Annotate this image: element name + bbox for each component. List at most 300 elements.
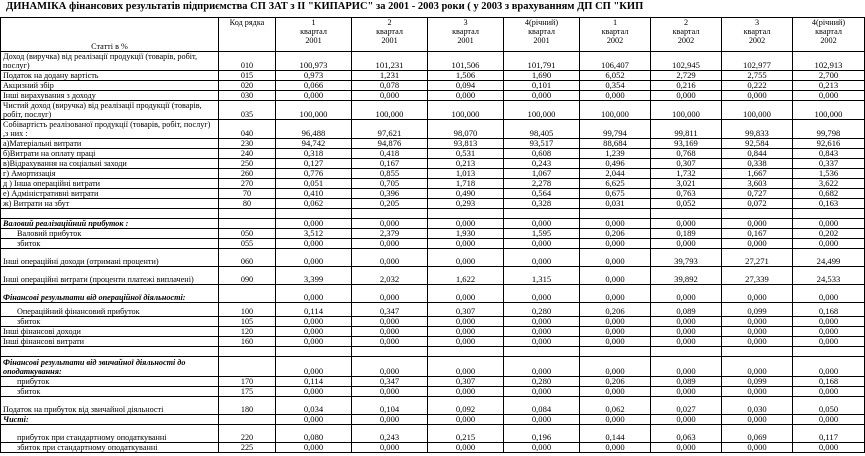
financial-results-table	[0, 17, 865, 453]
value-cell: 1,536	[793, 169, 865, 179]
row-label: Валовий прибуток	[1, 229, 219, 239]
row-code: 100	[219, 303, 276, 317]
value-cell: 0,114	[276, 377, 352, 387]
value-cell: 0,000	[793, 239, 865, 249]
value-cell: 0,000	[580, 317, 651, 327]
value-cell: 0,307	[428, 377, 504, 387]
value-cell: 0,000	[504, 249, 580, 267]
value-cell: 0,051	[276, 179, 352, 189]
table-row	[1, 357, 865, 377]
value-cell: 0,347	[352, 303, 428, 317]
row-label: прибуток	[1, 377, 219, 387]
value-cell: 0,000	[793, 285, 865, 303]
value-cell: 24,499	[793, 249, 865, 267]
value-cell: 0,496	[580, 159, 651, 169]
value-cell: 1,667	[722, 169, 793, 179]
value-cell: 94,876	[352, 139, 428, 149]
value-cell: 0,000	[651, 415, 722, 425]
value-cell: 0,101	[504, 81, 580, 91]
value-cell: 0,089	[651, 303, 722, 317]
row-label: б)Витрати на оплату праці	[1, 149, 219, 159]
value-cell: 102,945	[651, 52, 722, 71]
value-cell	[722, 347, 793, 357]
row-code: 030	[219, 91, 276, 101]
table-row	[1, 229, 865, 239]
value-cell: 0,000	[276, 91, 352, 101]
value-cell: 0,094	[428, 81, 504, 91]
value-cell: 0,000	[793, 91, 865, 101]
value-cell: 1,231	[352, 71, 428, 81]
value-cell	[276, 209, 352, 219]
value-cell: 0,189	[651, 229, 722, 239]
value-cell: 0,000	[276, 317, 352, 327]
row-label: Фінансові результати від звичайної діяльності до оподаткування:	[1, 357, 219, 377]
value-cell: 0,000	[793, 415, 865, 425]
value-cell: 0,168	[793, 303, 865, 317]
value-cell: 0,000	[428, 443, 504, 453]
value-cell	[580, 347, 651, 357]
value-cell: 0,127	[276, 159, 352, 169]
value-cell: 0,030	[722, 397, 793, 415]
value-cell: 0,000	[722, 387, 793, 397]
table-row	[1, 120, 865, 139]
value-cell: 0,000	[793, 357, 865, 377]
value-cell: 0,000	[352, 415, 428, 425]
value-cell: 0,000	[651, 317, 722, 327]
value-cell: 0,000	[352, 337, 428, 347]
value-cell: 0,000	[428, 387, 504, 397]
value-cell: 0,608	[504, 149, 580, 159]
value-cell: 0,000	[504, 443, 580, 453]
row-label: Акцизний збір	[1, 81, 219, 91]
value-cell: 1,690	[504, 71, 580, 81]
value-cell: 0,307	[651, 159, 722, 169]
row-code: 055	[219, 239, 276, 249]
table-row	[1, 387, 865, 397]
value-cell: 0,768	[651, 149, 722, 159]
value-cell: 99,798	[793, 120, 865, 139]
value-cell: 0,000	[793, 387, 865, 397]
value-cell: 0,763	[651, 189, 722, 199]
value-cell	[352, 209, 428, 219]
row-code: 090	[219, 267, 276, 285]
table-row	[1, 337, 865, 347]
value-cell: 0,069	[722, 425, 793, 443]
value-cell: 0,307	[428, 303, 504, 317]
value-cell: 0,337	[793, 159, 865, 169]
table-row	[1, 199, 865, 209]
table-row	[1, 52, 865, 71]
value-cell: 100,000	[276, 101, 352, 120]
row-code: 270	[219, 179, 276, 189]
value-cell: 3,021	[651, 179, 722, 189]
row-label: прибуток при стандартному оподаткуванні	[1, 425, 219, 443]
value-cell: 0,000	[276, 249, 352, 267]
value-cell: 0,000	[580, 91, 651, 101]
row-code: 035	[219, 101, 276, 120]
value-cell: 0,222	[722, 81, 793, 91]
table-row	[1, 169, 865, 179]
value-cell: 3,399	[276, 267, 352, 285]
value-cell: 0,000	[428, 415, 504, 425]
value-cell: 0,843	[793, 149, 865, 159]
value-cell: 98,070	[428, 120, 504, 139]
value-cell: 0,000	[276, 327, 352, 337]
value-cell: 0,347	[352, 377, 428, 387]
value-cell: 0,114	[276, 303, 352, 317]
row-label: Доход (виручка) від реалізації продукції (товарів, робіт, послуг)	[1, 52, 219, 71]
row-code: 175	[219, 387, 276, 397]
value-cell: 0,062	[276, 199, 352, 209]
row-code	[219, 415, 276, 425]
value-cell: 0,705	[352, 179, 428, 189]
value-cell: 0,000	[504, 239, 580, 249]
value-cell: 0,418	[352, 149, 428, 159]
row-code	[219, 209, 276, 219]
row-label: г) Амортизація	[1, 169, 219, 179]
row-code: 220	[219, 425, 276, 443]
value-cell: 1,930	[428, 229, 504, 239]
table-row	[1, 91, 865, 101]
value-cell: 93,813	[428, 139, 504, 149]
value-cell: 0,000	[352, 239, 428, 249]
value-cell: 100,000	[504, 101, 580, 120]
value-cell: 0,099	[722, 377, 793, 387]
table-row	[1, 443, 865, 453]
value-cell: 0,206	[580, 229, 651, 239]
row-label: збиток	[1, 239, 219, 249]
value-cell	[504, 347, 580, 357]
value-cell	[352, 347, 428, 357]
value-cell	[651, 347, 722, 357]
value-cell: 101,231	[352, 52, 428, 71]
value-cell: 102,977	[722, 52, 793, 71]
value-cell: 0,062	[580, 397, 651, 415]
value-cell: 100,973	[276, 52, 352, 71]
value-cell: 0,000	[580, 239, 651, 249]
value-cell: 0,338	[722, 159, 793, 169]
value-cell: 94,742	[276, 139, 352, 149]
row-code: 160	[219, 337, 276, 347]
value-cell: 0,280	[504, 377, 580, 387]
value-cell: 0,216	[651, 81, 722, 91]
row-label: Інші фінансові витрати	[1, 337, 219, 347]
value-cell: 0,000	[352, 443, 428, 453]
value-cell: 0,031	[580, 199, 651, 209]
value-cell: 100,000	[352, 101, 428, 120]
row-label: Чистий доход (виручка) від реалізації продукції (товарів, робіт, послуг)	[1, 101, 219, 120]
value-cell: 1,067	[504, 169, 580, 179]
value-cell: 0,000	[651, 387, 722, 397]
value-cell: 0,000	[504, 415, 580, 425]
value-cell: 0,243	[352, 425, 428, 443]
value-cell: 0,084	[504, 397, 580, 415]
value-cell: 0,000	[722, 337, 793, 347]
value-cell: 39,793	[651, 249, 722, 267]
value-cell: 0,000	[352, 317, 428, 327]
row-code: 060	[219, 249, 276, 267]
value-cell: 0,117	[793, 425, 865, 443]
value-cell: 0,000	[276, 239, 352, 249]
value-cell: 0,099	[722, 303, 793, 317]
value-cell: 0,206	[580, 303, 651, 317]
value-cell: 0,000	[580, 219, 651, 229]
value-cell: 0,000	[504, 337, 580, 347]
value-cell: 0,000	[722, 285, 793, 303]
value-cell: 0,000	[428, 327, 504, 337]
value-cell: 2,044	[580, 169, 651, 179]
value-cell: 0,000	[504, 357, 580, 377]
value-cell: 0,973	[276, 71, 352, 81]
row-label: Собівартість реалізованої продукції (товарів, робіт, послуг) ,з них :	[1, 120, 219, 139]
value-cell	[793, 209, 865, 219]
value-cell: 0,000	[722, 317, 793, 327]
value-cell: 1,595	[504, 229, 580, 239]
value-cell: 0,000	[428, 357, 504, 377]
value-cell: 0,844	[722, 149, 793, 159]
table-row	[1, 179, 865, 189]
table-row	[1, 149, 865, 159]
value-cell: 0,000	[580, 415, 651, 425]
value-cell: 92,584	[722, 139, 793, 149]
row-label: е) Адміністративні витрати	[1, 189, 219, 199]
value-cell: 102,913	[793, 52, 865, 71]
value-cell: 1,718	[428, 179, 504, 189]
value-cell: 0,675	[580, 189, 651, 199]
table-row	[1, 347, 865, 357]
table-row	[1, 267, 865, 285]
code-header: Код рядка	[219, 18, 276, 52]
value-cell: 1,239	[580, 149, 651, 159]
value-cell: 0,000	[580, 357, 651, 377]
value-cell: 0,396	[352, 189, 428, 199]
row-code: 020	[219, 81, 276, 91]
value-cell: 6,052	[580, 71, 651, 81]
value-cell: 2,379	[352, 229, 428, 239]
value-cell: 0,092	[428, 397, 504, 415]
row-code: 70	[219, 189, 276, 199]
row-label: д ) Інша операційні витрати	[1, 179, 219, 189]
value-cell: 0,000	[651, 239, 722, 249]
value-cell	[428, 209, 504, 219]
value-cell	[722, 209, 793, 219]
value-cell: 100,000	[793, 101, 865, 120]
row-code: 170	[219, 377, 276, 387]
value-cell: 0,000	[352, 219, 428, 229]
value-cell: 0,027	[651, 397, 722, 415]
row-label: Чисті:	[1, 415, 219, 425]
value-cell: 0,000	[722, 219, 793, 229]
header-row	[1, 18, 865, 52]
value-cell: 0,000	[428, 337, 504, 347]
value-cell: 0,410	[276, 189, 352, 199]
row-label: Інші фінансові доходи	[1, 327, 219, 337]
value-cell: 99,833	[722, 120, 793, 139]
row-label: ж) Витрати на збут	[1, 199, 219, 209]
column-header: 3 квартал 2002	[722, 18, 793, 52]
value-cell: 0,000	[352, 357, 428, 377]
value-cell: 0,531	[428, 149, 504, 159]
column-header: 3 квартал 2001	[428, 18, 504, 52]
value-cell: 0,000	[793, 317, 865, 327]
value-cell: 0,052	[651, 199, 722, 209]
row-code	[219, 347, 276, 357]
value-cell: 0,063	[651, 425, 722, 443]
value-cell: 100,000	[428, 101, 504, 120]
value-cell: 0,000	[352, 387, 428, 397]
column-header: 2 квартал 2002	[651, 18, 722, 52]
row-label: Фінансові результати від операційної діяльності:	[1, 285, 219, 303]
value-cell: 0,000	[651, 337, 722, 347]
report-title: ДИНАМІКА фінансових результатів підприємства СП ЗАТ з ІІ "КИПАРИС" за 2001 - 2003 роки ( у 2003 з врахуванням ДП СП "КИП	[6, 1, 644, 12]
value-cell	[793, 347, 865, 357]
value-cell: 100,000	[580, 101, 651, 120]
table-row	[1, 81, 865, 91]
value-cell: 0,000	[276, 357, 352, 377]
table-row	[1, 159, 865, 169]
value-cell: 27,271	[722, 249, 793, 267]
value-cell: 0,000	[722, 327, 793, 337]
table-row	[1, 285, 865, 303]
value-cell: 100,000	[722, 101, 793, 120]
row-label: Інші вирахування з доходу	[1, 91, 219, 101]
value-cell: 0,000	[580, 285, 651, 303]
table-row	[1, 219, 865, 229]
value-cell: 1,315	[504, 267, 580, 285]
value-cell: 0,000	[428, 249, 504, 267]
value-cell: 0,078	[352, 81, 428, 91]
value-cell: 101,791	[504, 52, 580, 71]
value-cell: 0,564	[504, 189, 580, 199]
value-cell: 0,000	[722, 415, 793, 425]
value-cell: 0,000	[580, 327, 651, 337]
value-cell: 0,215	[428, 425, 504, 443]
value-cell: 24,533	[793, 267, 865, 285]
row-label	[1, 209, 219, 219]
value-cell: 0,000	[651, 357, 722, 377]
value-cell: 0,196	[504, 425, 580, 443]
row-code: 015	[219, 71, 276, 81]
value-cell: 0,727	[722, 189, 793, 199]
value-cell: 0,000	[428, 219, 504, 229]
value-cell: 0,000	[651, 443, 722, 453]
value-cell: 3,512	[276, 229, 352, 239]
value-cell: 0,000	[276, 337, 352, 347]
value-cell: 0,000	[793, 327, 865, 337]
value-cell: 0,000	[504, 317, 580, 327]
value-cell: 1,622	[428, 267, 504, 285]
column-header: 4(річний) квартал 2002	[793, 18, 865, 52]
value-cell: 0,000	[793, 219, 865, 229]
value-cell: 1,506	[428, 71, 504, 81]
value-cell: 3,603	[722, 179, 793, 189]
value-cell: 0,000	[352, 91, 428, 101]
row-label: збиток при стандартному оподаткуванні	[1, 443, 219, 453]
value-cell: 0,202	[793, 229, 865, 239]
value-cell: 92,616	[793, 139, 865, 149]
value-cell: 0,000	[276, 415, 352, 425]
row-code	[219, 219, 276, 229]
row-code: 225	[219, 443, 276, 453]
value-cell: 0,000	[722, 357, 793, 377]
row-code: 010	[219, 52, 276, 71]
value-cell: 0,000	[276, 387, 352, 397]
row-code: 260	[219, 169, 276, 179]
row-code	[219, 285, 276, 303]
value-cell: 0,000	[352, 249, 428, 267]
value-cell: 0,000	[352, 327, 428, 337]
row-code: 120	[219, 327, 276, 337]
table-row	[1, 139, 865, 149]
value-cell: 99,811	[651, 120, 722, 139]
value-cell: 0,000	[722, 91, 793, 101]
value-cell: 2,032	[352, 267, 428, 285]
table-row	[1, 101, 865, 120]
value-cell: 0,167	[722, 229, 793, 239]
value-cell: 0,206	[580, 377, 651, 387]
row-code: 250	[219, 159, 276, 169]
value-cell: 0,072	[722, 199, 793, 209]
value-cell: 0,080	[276, 425, 352, 443]
row-code: 240	[219, 149, 276, 159]
row-label: збиток	[1, 317, 219, 327]
value-cell: 97,621	[352, 120, 428, 139]
value-cell: 0,000	[651, 219, 722, 229]
value-cell: 0,000	[793, 337, 865, 347]
value-cell	[428, 347, 504, 357]
value-cell: 0,000	[276, 443, 352, 453]
row-code: 230	[219, 139, 276, 149]
value-cell: 0,144	[580, 425, 651, 443]
value-cell: 2,729	[651, 71, 722, 81]
table-row	[1, 189, 865, 199]
value-cell: 98,405	[504, 120, 580, 139]
value-cell: 0,000	[722, 443, 793, 453]
value-cell: 0,000	[276, 285, 352, 303]
value-cell: 1,732	[651, 169, 722, 179]
value-cell: 93,169	[651, 139, 722, 149]
value-cell: 0,000	[793, 443, 865, 453]
value-cell: 0,000	[580, 387, 651, 397]
value-cell	[651, 209, 722, 219]
value-cell: 1,013	[428, 169, 504, 179]
row-code	[219, 357, 276, 377]
table-row	[1, 303, 865, 317]
value-cell: 106,407	[580, 52, 651, 71]
row-label: в)Відрахування на соціальні заходи	[1, 159, 219, 169]
value-cell: 0,168	[793, 377, 865, 387]
value-cell: 0,089	[651, 377, 722, 387]
row-label: Податок на прибуток від звичайної діяльності	[1, 397, 219, 415]
value-cell: 0,682	[793, 189, 865, 199]
value-cell: 0,293	[428, 199, 504, 209]
column-header: 2 квартал 2001	[352, 18, 428, 52]
table-row	[1, 209, 865, 219]
value-cell: 0,000	[428, 239, 504, 249]
row-label	[1, 347, 219, 357]
value-cell: 6,625	[580, 179, 651, 189]
value-cell: 0,328	[504, 199, 580, 209]
row-code: 050	[219, 229, 276, 239]
value-cell: 0,213	[428, 159, 504, 169]
value-cell: 0,243	[504, 159, 580, 169]
value-cell: 88,684	[580, 139, 651, 149]
value-cell: 0,000	[428, 285, 504, 303]
column-header: 1 квартал 2002	[580, 18, 651, 52]
table-row	[1, 425, 865, 443]
value-cell	[580, 209, 651, 219]
row-label: Податок на додану вартість	[1, 71, 219, 81]
